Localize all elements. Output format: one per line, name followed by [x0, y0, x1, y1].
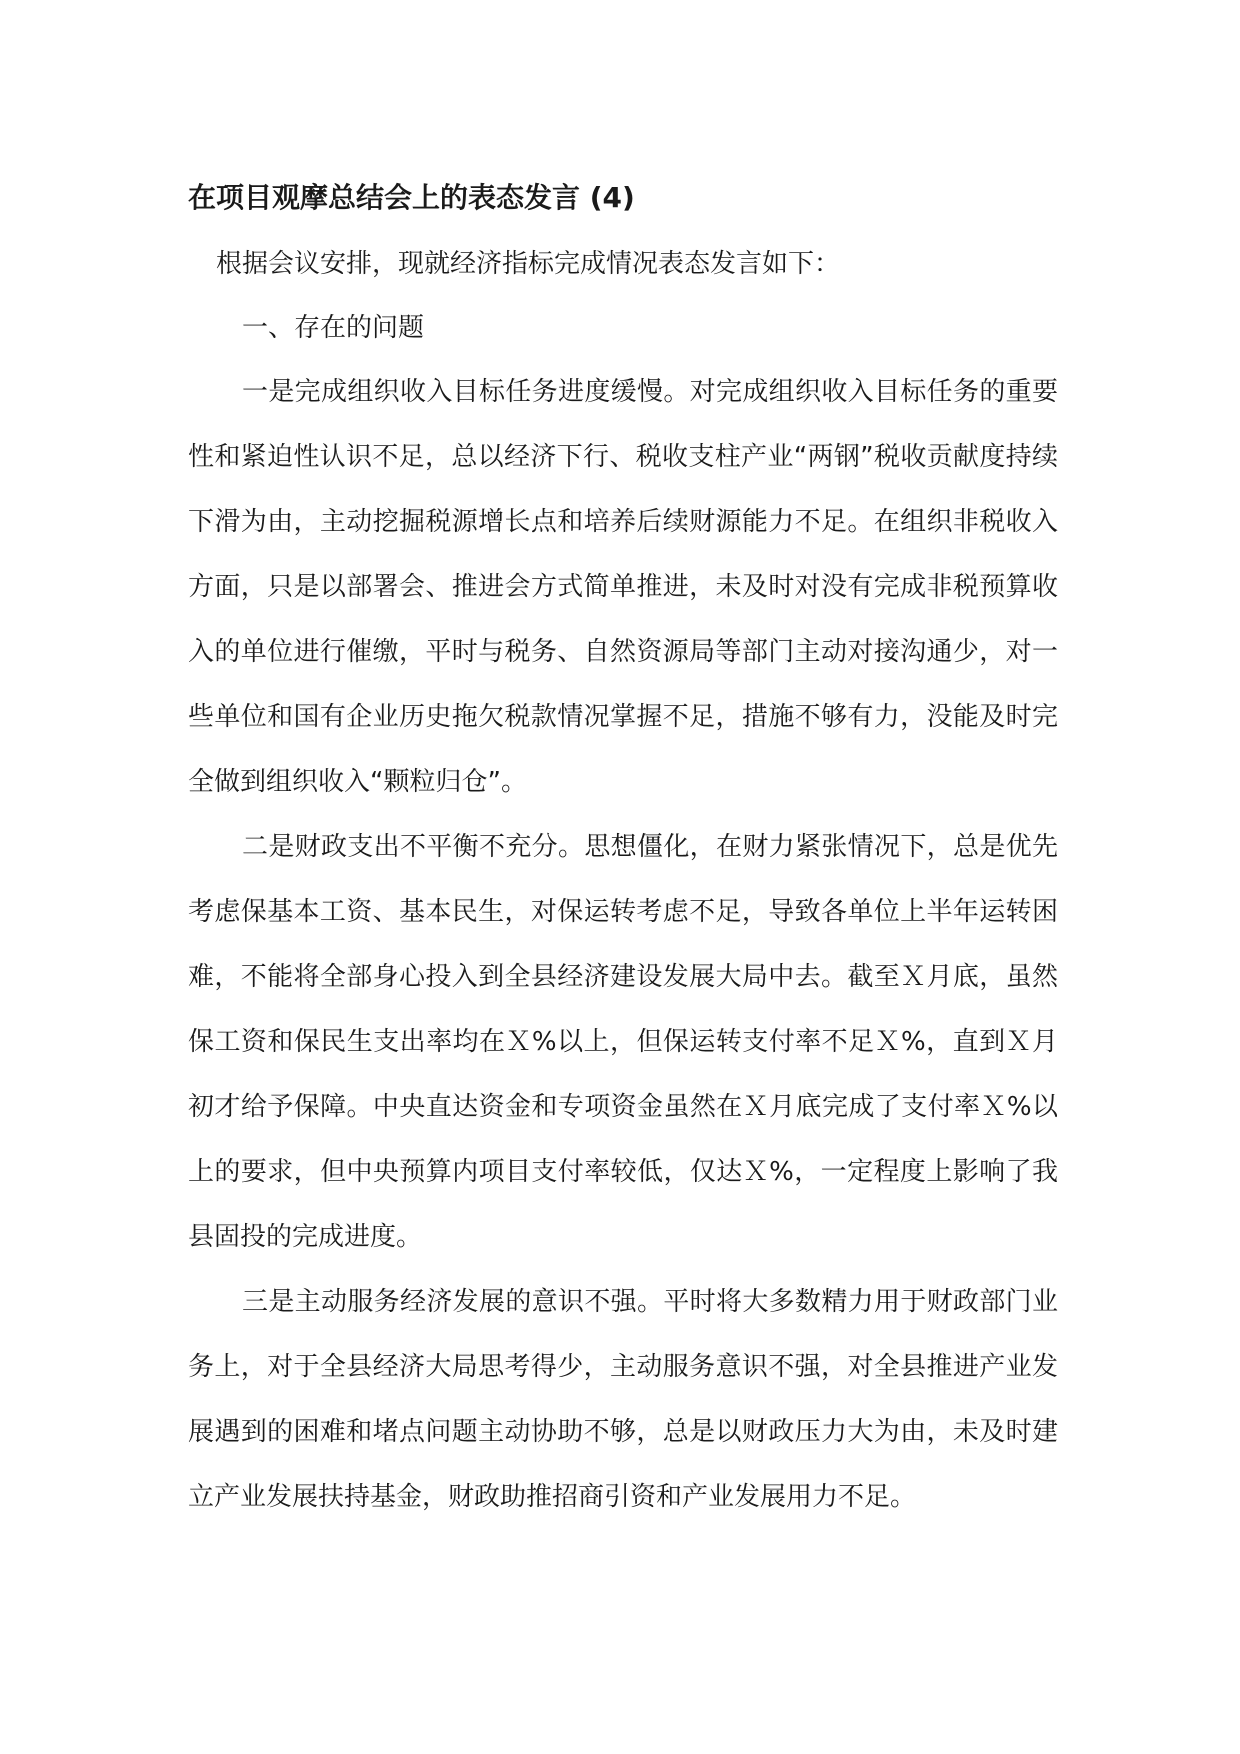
document-page: [188, 172, 1058, 1530]
opening-paragraph: 根据会议安排，现就经济指标完成情况表态发言如下：: [216, 249, 841, 279]
body-paragraph-1: 一是完成组织收入目标任务进度缓慢。对完成组织收入目标任务的重要性和紧迫性认识不足，总以经济下行、税收支柱产业“两钢”税收贡献度持续下滑为由，主动挖掘税源增长点和培养后续财源能力不足。在组织非税收入方面，只是以部署会、推进会方式简单推进，未及时对没有完成非税预算收入的单位进行催缴，平时与税务、自然资源局等部门主动对接沟通少，对一些单位和国有企业历史拖欠税款情况掌握不足，措施不够有力，没能及时完全做到组织收入“颗粒归仓”。: [188, 377, 1058, 797]
body-paragraph-3: 三是主动服务经济发展的意识不强。平时将大多数精力用于财政部门业务上，对于全县经济大局思考得少，主动服务意识不强，对全县推进产业发展遇到的困难和堵点问题主动协助不够，总是以财政压力大为由，未及时建立产业发展扶持基金，财政助推招商引资和产业发展用力不足。: [188, 1287, 1058, 1512]
section-heading: 一、存在的问题: [242, 313, 425, 343]
body-paragraph-2: 二是财政支出不平衡不充分。思想僵化，在财力紧张情况下，总是优先考虑保基本工资、基本民生，对保运转考虑不足，导致各单位上半年运转困难，不能将全部身心投入到全县经济建设发展大局中去。截至Ｘ月底，虽然保工资和保民生支出率均在Ｘ%以上，但保运转支付率不足Ｘ%，直到Ｘ月初才给予保障。中央直达资金和专项资金虽然在Ｘ月底完成了支付率Ｘ%以上的要求，但中央预算内项目支付率较低，仅达Ｘ%，一定程度上影响了我县固投的完成进度。: [188, 832, 1058, 1252]
document-title: 在项目观摩总结会上的表态发言 (4): [188, 181, 635, 214]
